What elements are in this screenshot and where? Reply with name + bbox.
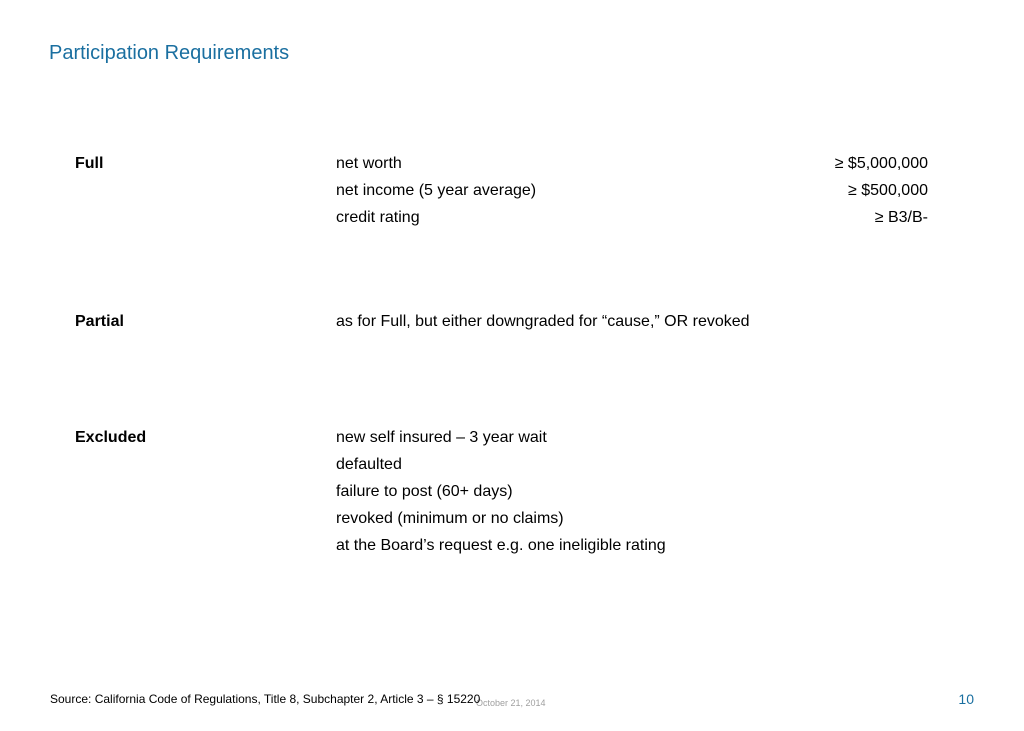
requirement-row <box>336 451 928 478</box>
requirement-row <box>336 204 928 231</box>
requirement-text: failure to post (60+ days) <box>336 483 513 500</box>
section-label-excluded: Excluded <box>75 429 147 446</box>
section-label-partial: Partial <box>75 313 124 330</box>
requirement-row <box>336 505 928 532</box>
requirement-text: at the Board’s request e.g. one ineligible rating <box>336 537 666 554</box>
requirement-value: ≥ $500,000 <box>848 182 928 199</box>
requirement-text: as for Full, but either downgraded for “cause,” OR revoked <box>336 313 750 330</box>
slide-title: Participation Requirements <box>49 42 290 64</box>
section-label-full: Full <box>75 155 104 172</box>
requirement-row <box>336 424 928 451</box>
requirement-value: ≥ $5,000,000 <box>834 155 928 172</box>
requirement-text: defaulted <box>336 456 402 473</box>
requirement-row <box>336 150 928 177</box>
requirement-text: revoked (minimum or no claims) <box>336 510 564 527</box>
requirement-row <box>336 177 928 204</box>
requirement-text: net worth <box>336 155 402 172</box>
requirement-row <box>336 308 928 335</box>
requirement-row <box>336 532 928 559</box>
page-number: 10 <box>958 691 974 707</box>
requirement-row <box>336 478 928 505</box>
requirement-text: net income (5 year average) <box>336 182 537 199</box>
footer-source: Source: California Code of Regulations, Title 8, Subchapter 2, Article 3 – § 15220 <box>50 692 481 706</box>
footer-date: October 21, 2014 <box>476 698 546 708</box>
requirement-text: new self insured – 3 year wait <box>336 429 547 446</box>
requirement-value: ≥ B3/B- <box>874 209 928 226</box>
section-partial-rows <box>336 308 928 335</box>
section-full-rows <box>336 150 928 231</box>
section-excluded-rows <box>336 424 928 559</box>
requirement-text: credit rating <box>336 209 420 226</box>
